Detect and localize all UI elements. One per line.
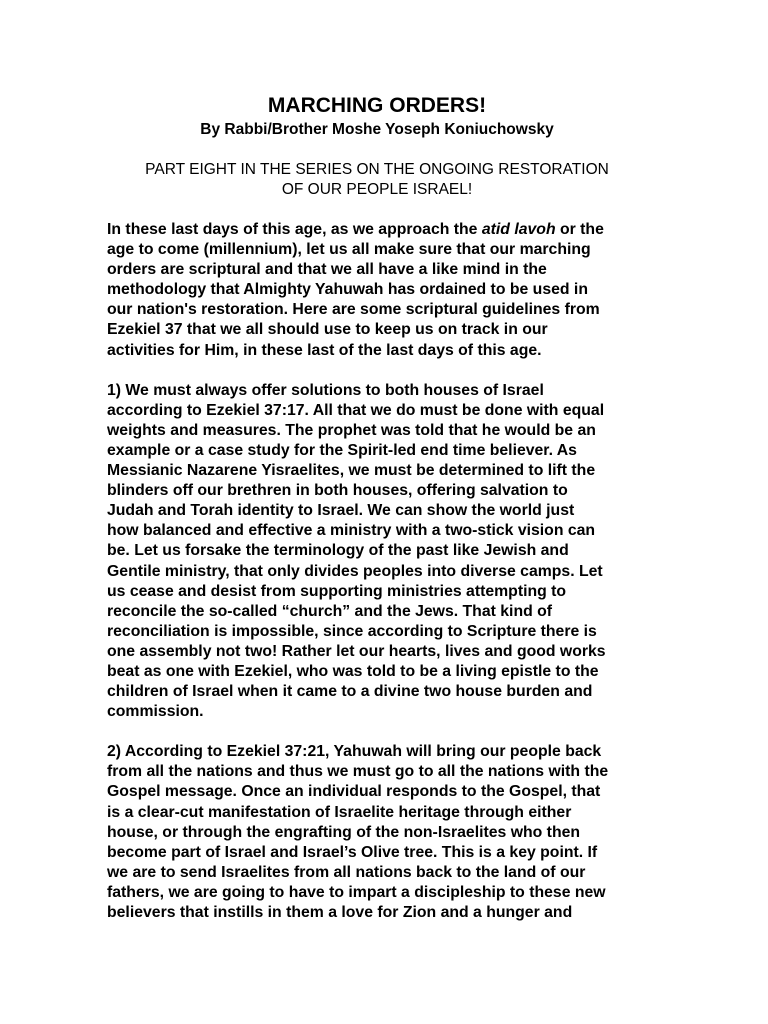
subtitle-line: PART EIGHT IN THE SERIES ON THE ONGOING RESTORATION — [145, 161, 609, 178]
paragraph-line: blinders off our brethren in both houses, offering salvation to — [107, 482, 568, 500]
text-run: or the — [555, 221, 604, 238]
point-one-paragraph — [107, 381, 647, 723]
paragraph-line: Ezekiel 37 that we all should use to keep us on track in our — [107, 321, 548, 339]
paragraph-line: reconciliation is impossible, since according to Scripture there is — [107, 622, 597, 640]
paragraph-line: be. Let us forsake the terminology of the past like Jewish and — [107, 542, 569, 560]
paragraph-line: house, or through the engrafting of the non-Israelites who then — [107, 823, 581, 841]
paragraph-line: children of Israel when it came to a divine two house burden and — [107, 683, 593, 701]
paragraph-line: Gentile ministry, that only divides peoples into diverse camps. Let — [107, 562, 603, 580]
paragraph-line: activities for Him, in these last of the last days of this age. — [107, 341, 542, 359]
paragraph-line: commission. — [107, 703, 204, 721]
paragraph-line: one assembly not two! Rather let our hearts, lives and good works — [107, 642, 606, 660]
paragraph-line: according to Ezekiel 37:17. All that we do must be done with equal — [107, 401, 605, 419]
paragraph-line: methodology that Almighty Yahuwah has ordained to be used in — [107, 281, 588, 299]
paragraph-line — [107, 220, 647, 240]
paragraph-line: beat as one with Ezekiel, who was told to be a living epistle to the — [107, 662, 599, 680]
paragraph-line: become part of Israel and Israel’s Olive tree. This is a key point. If — [107, 843, 598, 861]
paragraph-line: we are to send Israelites from all nations back to the land of our — [107, 863, 586, 881]
paragraph-line: example or a case study for the Spirit-led end time believer. As — [107, 441, 577, 459]
paragraph-line: reconcile the so-called “church” and the Jews. That kind of — [107, 602, 553, 620]
paragraph-line: weights and measures. The prophet was told that he would be an — [107, 421, 596, 439]
paragraph-line: 1) We must always offer solutions to both houses of Israel — [107, 381, 544, 399]
paragraph-line: our nation's restoration. Here are some scriptural guidelines from — [107, 301, 600, 319]
paragraph-line: us cease and desist from supporting ministries attempting to — [107, 582, 567, 600]
paragraph-line: orders are scriptural and that we all have a like mind in the — [107, 261, 547, 279]
author-byline: By Rabbi/Brother Moshe Yoseph Koniuchowsky — [200, 121, 554, 138]
intro-paragraph — [107, 220, 647, 361]
paragraph-line: how balanced and effective a ministry with a two-stick vision can — [107, 522, 596, 540]
paragraph-line: Gospel message. Once an individual responds to the Gospel, that — [107, 783, 601, 801]
document-title: MARCHING ORDERS! — [267, 94, 487, 117]
series-subtitle — [107, 160, 647, 200]
subtitle-line: OF OUR PEOPLE ISRAEL! — [281, 181, 473, 198]
paragraph-line: age to come (millennium), let us all make sure that our marching — [107, 241, 591, 259]
paragraph-line: is a clear-cut manifestation of Israelite heritage through either — [107, 803, 572, 821]
point-two-paragraph — [107, 742, 647, 923]
paragraph-line: Judah and Torah identity to Israel. We can show the world just — [107, 502, 575, 520]
document-page — [107, 92, 647, 923]
text-run: In these last days of this age, as we approach the — [107, 221, 482, 238]
paragraph-line: from all the nations and thus we must go to all the nations with the — [107, 763, 609, 781]
paragraph-line: believers that instills in them a love for Zion and a hunger and — [107, 904, 573, 921]
paragraph-line: 2) According to Ezekiel 37:21, Yahuwah will bring our people back — [107, 743, 602, 761]
paragraph-line: Messianic Nazarene Yisraelites, we must be determined to lift the — [107, 462, 596, 480]
paragraph-line: fathers, we are going to have to impart a discipleship to these new — [107, 883, 606, 901]
italic-term: atid lavoh — [481, 221, 556, 238]
